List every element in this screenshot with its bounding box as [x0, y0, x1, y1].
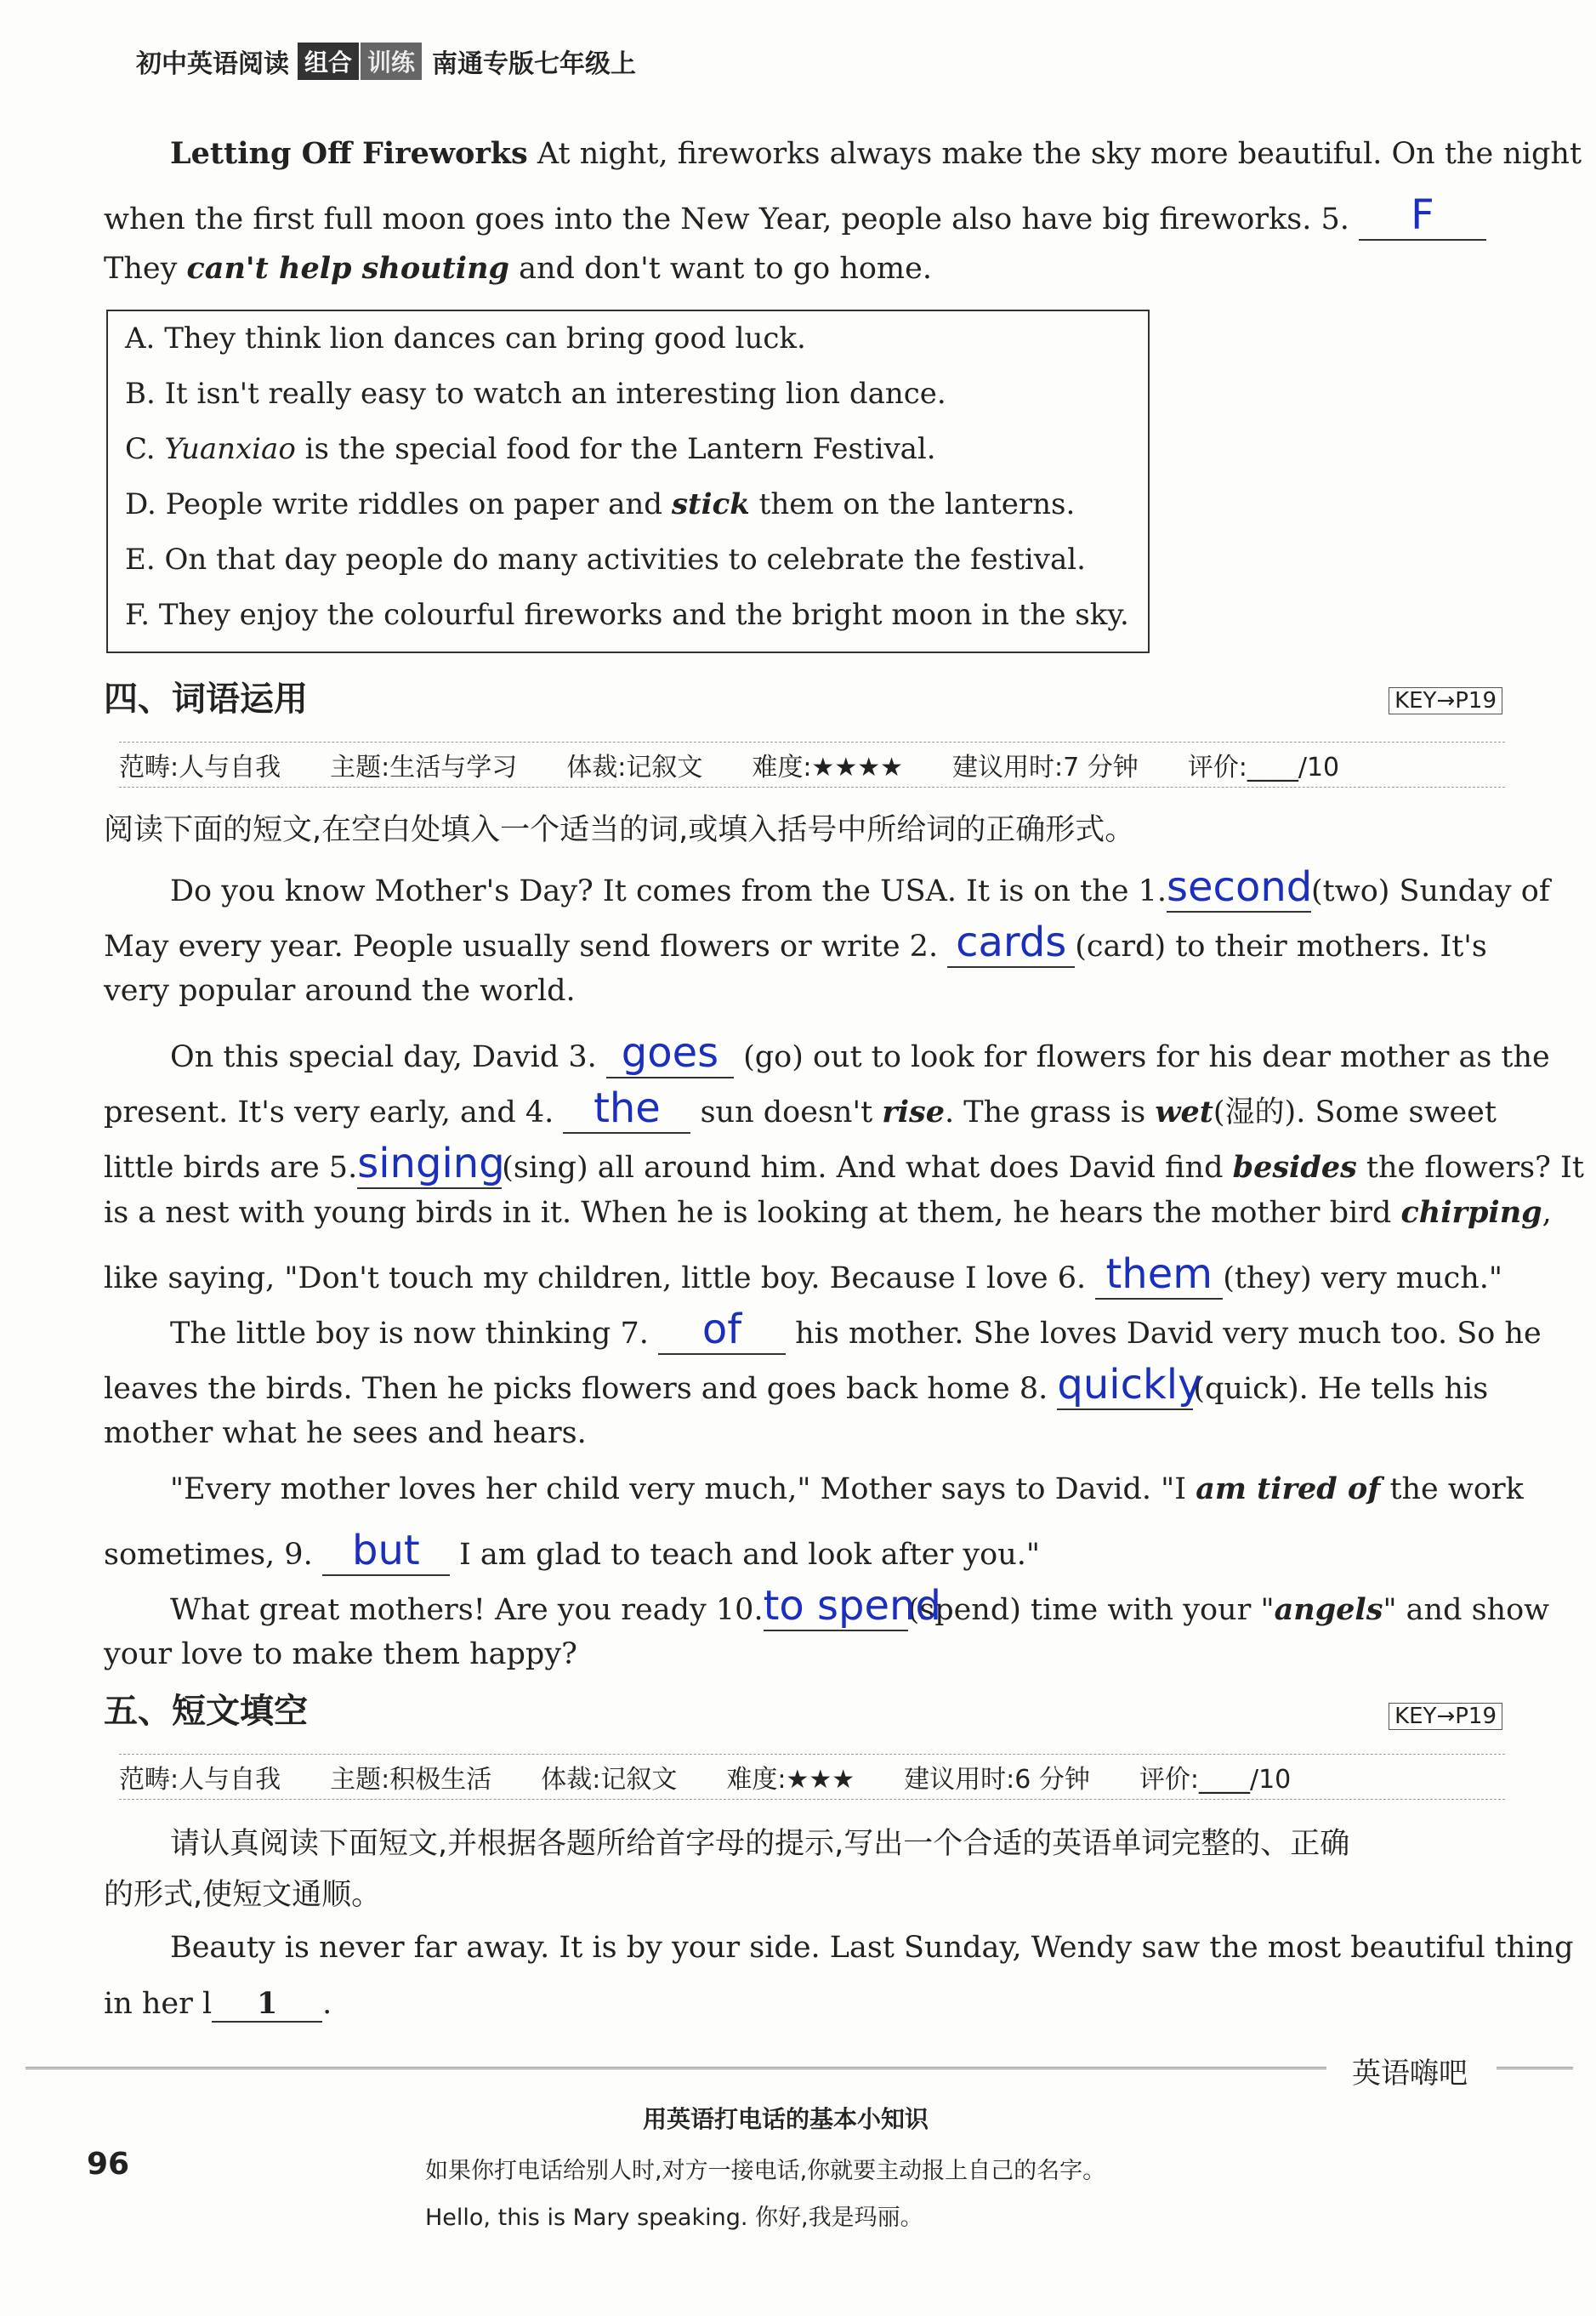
s4-line: mother what he sees and hears. — [104, 1416, 587, 1450]
answer-blank-9[interactable]: but — [322, 1527, 450, 1576]
badge-combo: 组合 — [298, 43, 359, 80]
answer-key-ref: KEY→P19 — [1389, 1703, 1502, 1730]
emphasis-text: can't help shouting — [186, 251, 509, 286]
answer-blank-s5-1[interactable]: 1 — [212, 1986, 322, 2023]
section-5-instruction: 的形式,使短文通顺。 — [104, 1878, 382, 1912]
footer-brand: 英语嗨吧 — [1352, 2057, 1468, 2091]
tip-text: 如果你打电话给别人时,对方一接电话,你就要主动报上自己的名字。 — [425, 2158, 1106, 2184]
fireworks-heading: Letting Off Fireworks — [170, 136, 528, 171]
option-c: C. Yuanxiao is the special food for the Lantern Festival. — [125, 432, 936, 466]
badge-training: 训练 — [361, 43, 422, 80]
fireworks-line-3 — [104, 251, 932, 286]
answer-blank-3[interactable]: goes — [606, 1029, 734, 1078]
s4-line: very popular around the world. — [104, 974, 576, 1008]
option-f: F. They enjoy the colourful fireworks and the bright moon in the sky. — [125, 598, 1129, 632]
section-4-instruction: 阅读下面的短文,在空白处填入一个适当的词,或填入括号中所给词的正确形式。 — [104, 813, 1135, 847]
s4-line: present. It's very early, and 4. the sun doesn't rise. The grass is wet(湿的). Some sweet — [104, 1084, 1497, 1132]
answer-blank-5[interactable]: singing — [357, 1140, 505, 1187]
option-a: A. They think lion dances can bring good luck. — [125, 322, 806, 356]
s4-line: On this special day, David 3. goes (go) out to look for flowers for his dear mother as the — [170, 1029, 1550, 1077]
fireworks-text: They — [104, 252, 187, 286]
footer-rule — [1497, 2067, 1573, 2069]
handwritten-answer: F — [1411, 191, 1434, 239]
answer-blank-5[interactable] — [1359, 191, 1486, 241]
s4-line: little birds are 5.singing(sing) all around him. And what does David find besides the flowers? It — [104, 1140, 1584, 1187]
s4-line: sometimes, 9. but I am glad to teach and look after you." — [104, 1527, 1040, 1574]
s4-line: The little boy is now thinking 7. of his mother. She loves David very much too. So he — [170, 1306, 1542, 1353]
s4-line: like saying, "Don't touch my children, little boy. Because I love 6. them (they) very much." — [104, 1250, 1502, 1298]
s4-line: Do you know Mother's Day? It comes from the USA. It is on the 1.second(two) Sunday of — [170, 863, 1550, 911]
answer-blank-8[interactable]: quickly — [1057, 1361, 1202, 1408]
answer-blank-6[interactable]: them — [1095, 1250, 1223, 1300]
answer-blank-7[interactable]: of — [658, 1306, 786, 1355]
answer-blank-1[interactable]: second — [1167, 863, 1313, 911]
fireworks-text: At night, fireworks always make the sky more beautiful. On the night — [527, 137, 1582, 171]
fireworks-line-1 — [170, 136, 1582, 171]
fireworks-text: and don't want to go home. — [509, 252, 932, 286]
section-4-meta: 范畴:人与自我 主题:生活与学习 体裁:记叙文 难度:★★★★ 建议用时:7 分钟 评价:____/10 — [119, 742, 1505, 788]
answer-blank-2[interactable]: cards — [947, 919, 1075, 968]
section-4-title: 四、词语运用 — [104, 680, 308, 719]
option-b: B. It isn't really easy to watch an interesting lion dance. — [125, 377, 946, 411]
s4-line: leaves the birds. Then he picks flowers and goes back home 8. quickly(quick). He tells his — [104, 1361, 1489, 1408]
footer-rule — [26, 2067, 1326, 2069]
s4-line: "Every mother loves her child very much," Mother says to David. "I am tired of the work — [170, 1471, 1524, 1506]
option-e: E. On that day people do many activities to celebrate the festival. — [125, 543, 1086, 577]
answer-blank-4[interactable]: the — [563, 1084, 690, 1134]
s5-line: in her l 1 . — [104, 1986, 332, 2021]
book-header — [136, 43, 636, 80]
fireworks-line-2 — [104, 191, 1486, 241]
s4-line: What great mothers! Are you ready 10.to spend(spend) time with your "angels" and show — [170, 1582, 1550, 1630]
section-5-meta: 范畴:人与自我 主题:积极生活 体裁:记叙文 难度:★★★ 建议用时:6 分钟 评价:____/10 — [119, 1754, 1505, 1800]
option-d: D. People write riddles on paper and stick them on the lanterns. — [125, 487, 1076, 521]
s4-line: your love to make them happy? — [104, 1637, 577, 1671]
answer-key-ref: KEY→P19 — [1389, 687, 1502, 714]
book-edition: 南通专版七年级上 — [432, 49, 637, 79]
book-title: 初中英语阅读 — [136, 49, 289, 79]
section-5-title: 五、短文填空 — [104, 1692, 308, 1731]
s5-line: Beauty is never far away. It is by your side. Last Sunday, Wendy saw the most beautiful thing — [170, 1931, 1574, 1965]
answer-blank-10[interactable]: to spend — [763, 1582, 941, 1630]
section-5-instruction: 请认真阅读下面短文,并根据各题所给首字母的提示,写出一个合适的英语单词完整的、正确 — [170, 1827, 1350, 1861]
s4-line: May every year. People usually send flowers or write 2. cards (card) to their mothers. It's — [104, 919, 1487, 966]
tip-title: 用英语打电话的基本小知识 — [643, 2105, 929, 2133]
page-number: 96 — [87, 2147, 130, 2182]
s4-line: is a nest with young birds in it. When he is looking at them, he hears the mother bird chirping, — [104, 1195, 1552, 1230]
options-box — [106, 310, 1150, 653]
tip-example: Hello, this is Mary speaking. 你好,我是玛丽。 — [425, 2205, 923, 2231]
fireworks-text: when the first full moon goes into the New Year, people also have big fireworks. 5. — [104, 202, 1349, 236]
